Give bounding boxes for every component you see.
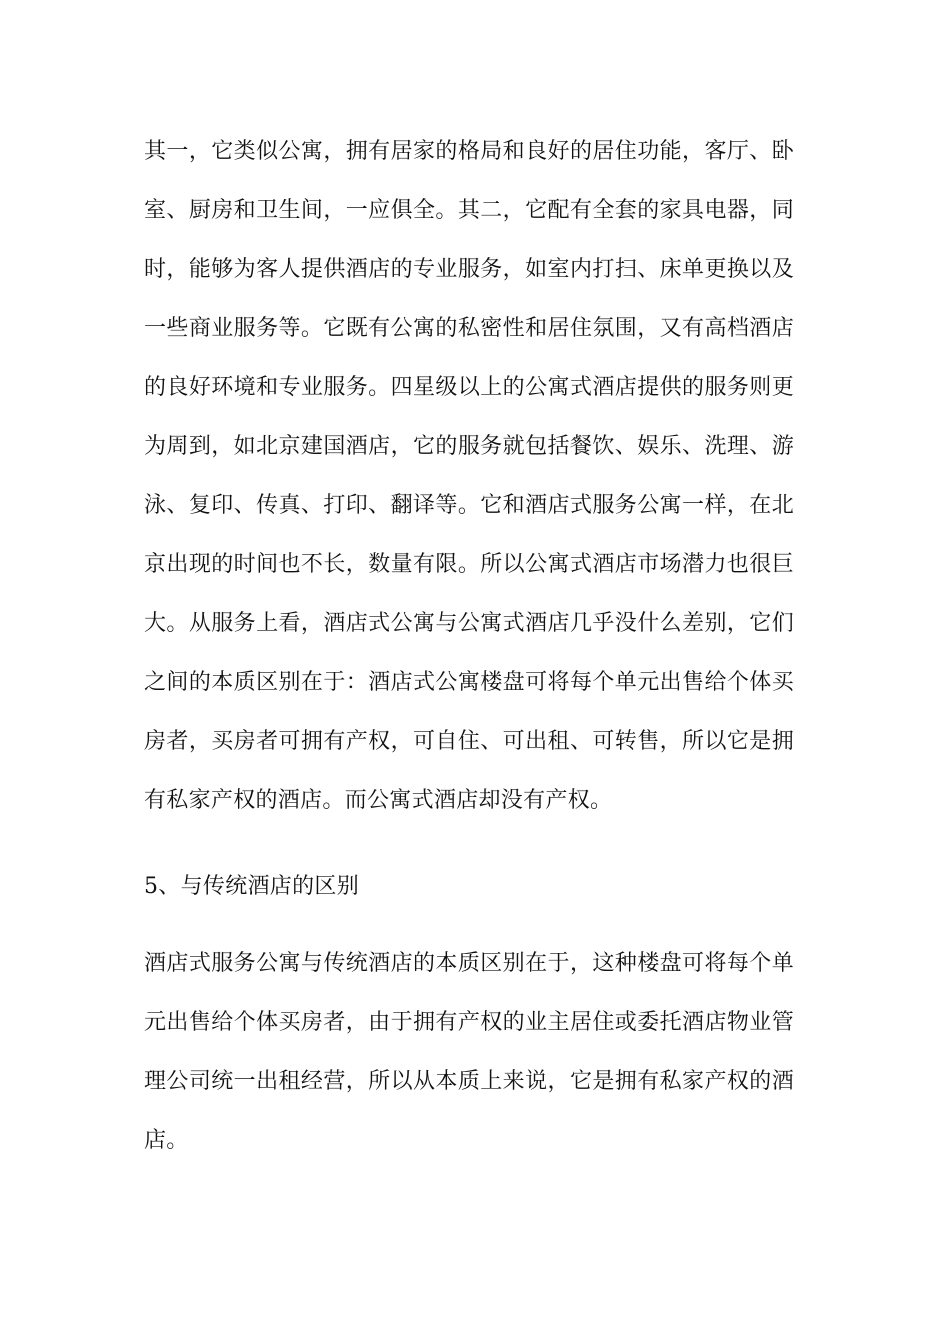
section-heading: 5、与传统酒店的区别 [144,874,359,899]
body-paragraph: 酒店式服务公寓与传统酒店的本质区别在于，这种楼盘可将每个单元出售给个体买房者，由于拥有产权的业主居住或委托酒店物业管理公司统一出租经营，所以从本质上来说，它是拥有私家产权的酒店。 [144,951,794,1153]
body-paragraph: 其一，它类似公寓，拥有居家的格局和良好的居住功能，客厅、卧室、厨房和卫生间，一应俱全。其二，它配有全套的家具电器，同时，能够为客人提供酒店的专业服务，如室内打扫、床单更换以及一些商业服务等。它既有公寓的私密性和居住氛围，又有高档酒店的良好环境和专业服务。四星级以上的公寓式酒店提供的服务则更为周到，如北京建国酒店，它的服务就包括餐饮、娱乐、洗理、游泳、复印、传真、打印、翻译等。它和酒店式服务公寓一样，在北京出现的时间也不长，数量有限。所以公寓式酒店市场潜力也很巨大。从服务上看，酒店式公寓与公寓式酒店几乎没什么差别，它们之间的本质区别在于：酒店式公寓楼盘可将每个单元出售给个体买房者，买房者可拥有产权，可自住、可出租、可转售，所以它是拥有私家产权的酒店。而公寓式酒店却没有产权。 [144,139,794,813]
